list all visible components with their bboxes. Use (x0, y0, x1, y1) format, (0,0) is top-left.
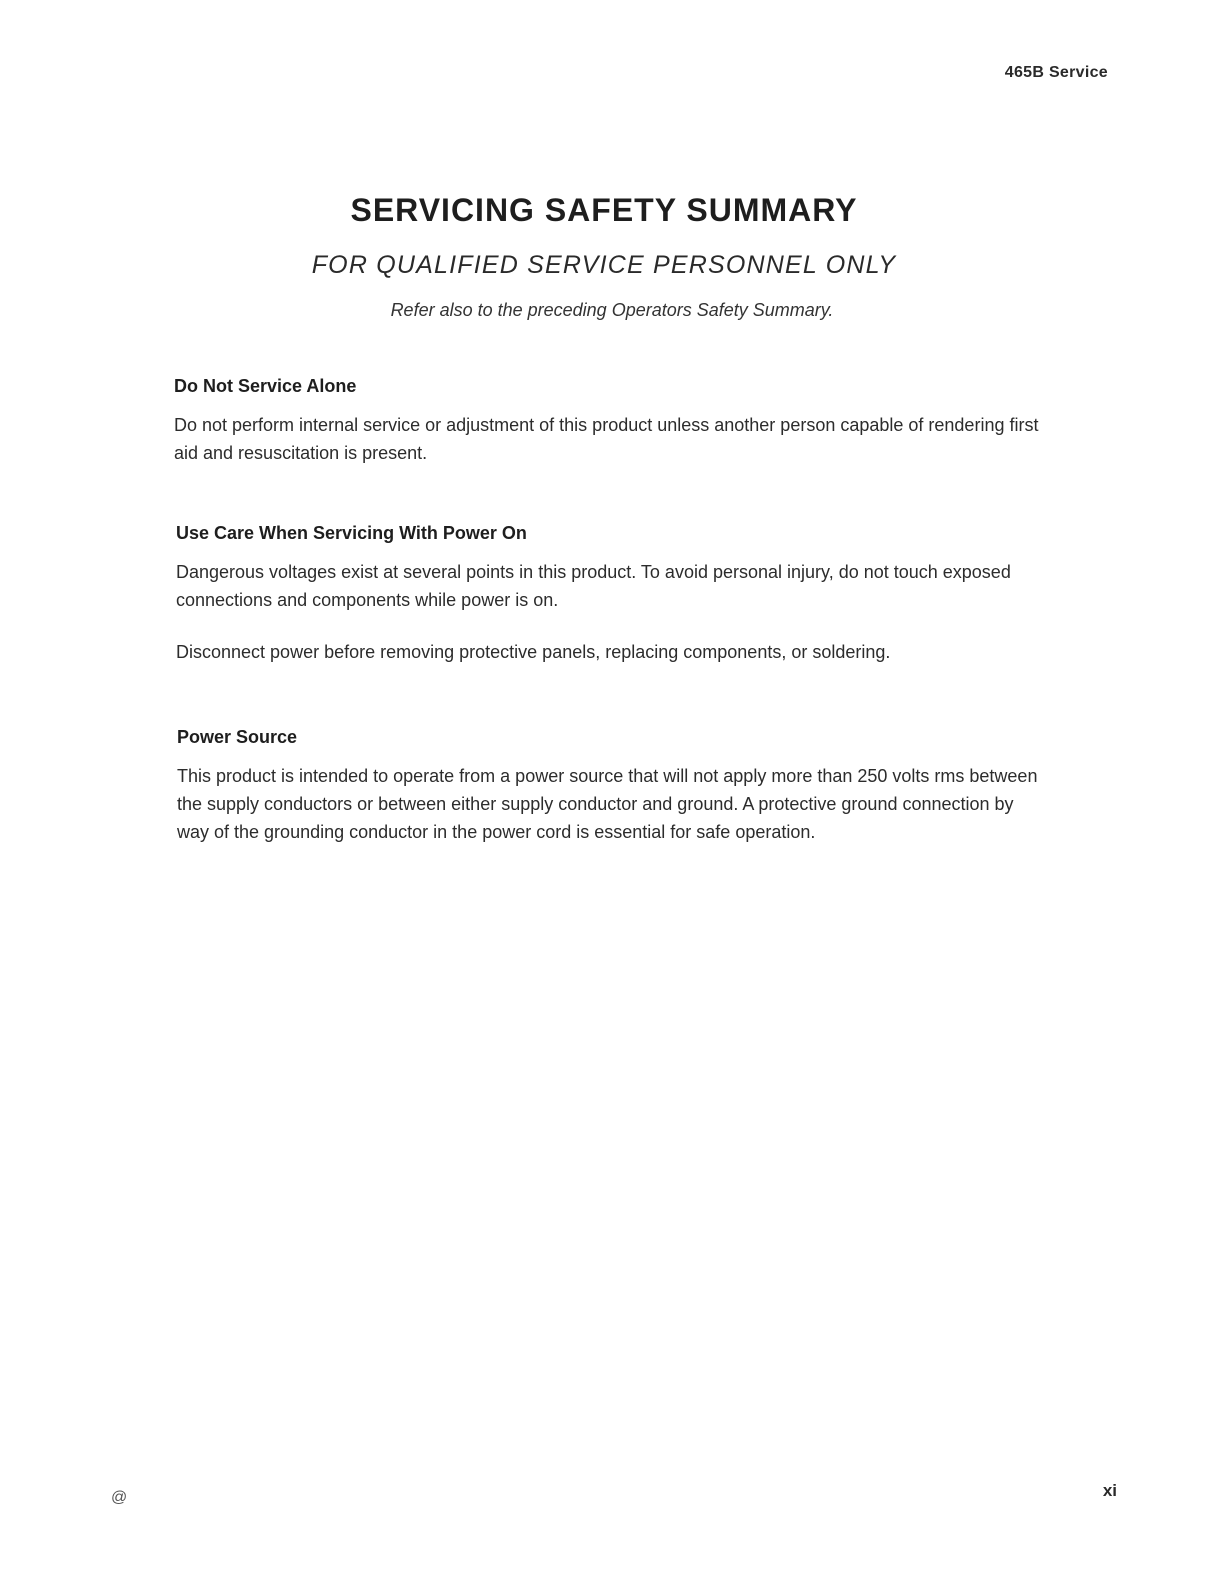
page-subtitle: FOR QUALIFIED SERVICE PERSONNEL ONLY (311, 251, 897, 279)
title-block (0, 192, 1224, 321)
document-header-label: 465B Service (1004, 64, 1108, 81)
section-heading: Power Source (177, 727, 298, 747)
footer-mark: @ (111, 1489, 128, 1506)
section-paragraph: Disconnect power before removing protective panels, replacing components, or soldering. (176, 642, 891, 662)
page-title: SERVICING SAFETY SUMMARY (350, 192, 858, 228)
section-power-source (177, 727, 1047, 846)
section-heading: Use Care When Servicing With Power On (176, 523, 527, 543)
section-paragraph: Dangerous voltages exist at several points in this product. To avoid personal injury, do not touch exposed connections and components while power is on. (176, 562, 1011, 610)
section-use-care-power-on (176, 523, 1046, 666)
section-paragraph: Do not perform internal service or adjustment of this product unless another person capable of rendering first aid and resuscitation is present. (174, 415, 1039, 463)
section-paragraph: This product is intended to operate from a power source that will not apply more than 250 volts rms between the supply conductors or between either supply conductor and ground. A protective ground connection by way of the grounding conductor in the power cord is essential for safe operation. (177, 766, 1038, 842)
page-number: xi (1102, 1481, 1117, 1500)
refer-note: Refer also to the preceding Operators Safety Summary. (390, 300, 834, 320)
section-do-not-service-alone (174, 376, 1044, 467)
section-heading: Do Not Service Alone (174, 376, 357, 396)
